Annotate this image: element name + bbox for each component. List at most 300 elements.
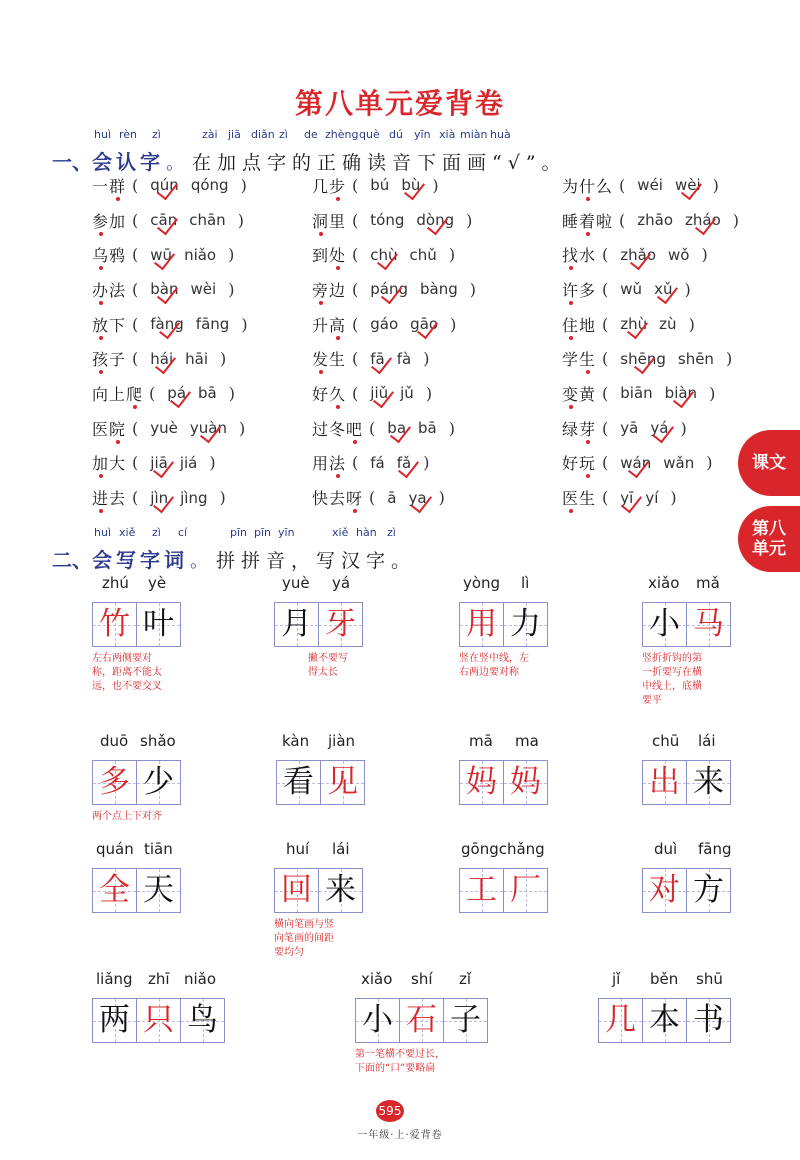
dotted-char: 医 (562, 489, 580, 509)
open-paren: ( (132, 245, 139, 265)
pinyin-option[interactable]: yuàn (189, 419, 227, 438)
word-char: 鸦 (109, 246, 127, 266)
open-paren: ( (132, 418, 139, 438)
pinyin-option[interactable]: chù (370, 245, 398, 264)
pinyin-annotation: zài (202, 128, 218, 141)
word-char: 去 (109, 489, 127, 509)
hanzi-char: 力 (510, 606, 541, 642)
pinyin-syllable: chū (652, 732, 680, 750)
pinyin-syllable: zhī (148, 970, 170, 988)
dotted-char: 变 (562, 384, 580, 404)
reading-item (312, 446, 562, 481)
word-char: 生 (579, 489, 597, 509)
word-char: 大 (109, 454, 127, 474)
tianzige-cell[interactable] (503, 761, 547, 804)
pinyin-option[interactable]: wèi (190, 280, 217, 299)
tianzige-grid (276, 760, 365, 805)
word-char: 几 (312, 176, 330, 196)
word-pinyin (459, 840, 548, 862)
pinyin-option[interactable]: qún (150, 176, 179, 195)
pinyin-annotation: què (359, 128, 380, 141)
tianzige-cell[interactable] (93, 869, 136, 912)
reading-item (312, 307, 562, 342)
tianzige-cell[interactable] (320, 761, 364, 804)
hanzi-char: 见 (327, 764, 358, 800)
pinyin-option[interactable]: wǔ (620, 280, 643, 299)
close-paren: ) (432, 175, 439, 195)
pinyin-annotation: zì (387, 526, 396, 539)
tianzige-cell[interactable] (277, 761, 320, 804)
hanzi-char: 妈 (466, 764, 497, 800)
pinyin-annotation: pīn (254, 526, 272, 539)
word-pinyin (274, 574, 363, 596)
tianzige-cell[interactable] (180, 999, 224, 1042)
dotted-char: 吧 (346, 419, 364, 439)
pinyin-syllable: niǎo (184, 970, 217, 988)
word-char: 子 (109, 350, 127, 370)
writing-tip: 第一笔横不要过长， 下面的“口”要略扁 (355, 1049, 445, 1074)
reading-word (92, 313, 126, 336)
tianzige-cell[interactable] (399, 999, 443, 1042)
reading-word (312, 486, 363, 509)
pinyin-option[interactable]: niǎo (184, 245, 217, 264)
tianzige-cell[interactable] (599, 999, 642, 1042)
pinyin-syllable: jǐ (612, 970, 621, 988)
pinyin-option[interactable]: jiǔ (370, 384, 389, 403)
pinyin-syllable: yè (148, 574, 167, 592)
tianzige-cell[interactable] (93, 761, 136, 804)
hanzi-char: 几 (605, 1002, 636, 1038)
reading-item (92, 168, 312, 203)
open-paren: ( (602, 279, 609, 299)
pinyin-annotation: cí (178, 526, 188, 539)
pinyin-option[interactable]: fá (370, 453, 385, 472)
pinyin-option[interactable]: zháo (685, 211, 721, 230)
hanzi-char: 妈 (510, 764, 541, 800)
tianzige-cell[interactable] (643, 603, 686, 646)
writing-tip: 左右两侧要对 称，距离不能太 远，也不要交叉 (92, 653, 162, 692)
reading-word (312, 209, 346, 232)
word-char: 一 (92, 176, 110, 196)
pinyin-option[interactable]: ba (387, 419, 407, 438)
word-char: 用 (312, 454, 330, 474)
reading-word (92, 209, 126, 232)
word-pinyin (598, 970, 731, 992)
pinyin-option[interactable]: bā (418, 419, 437, 438)
tianzige-cell[interactable] (318, 869, 362, 912)
reading-item (562, 237, 752, 272)
section-1-number: 一、 (52, 150, 92, 174)
pinyin-syllable: duì (654, 840, 678, 858)
hanzi-char: 方 (693, 872, 724, 908)
hanzi-char: 看 (283, 764, 314, 800)
pinyin-option[interactable]: wán (620, 453, 652, 472)
reading-item (92, 480, 312, 515)
reading-word (92, 382, 143, 405)
pinyin-option[interactable]: jǔ (400, 384, 414, 403)
pinyin-syllable: yá (332, 574, 351, 592)
tianzige-cell[interactable] (136, 761, 180, 804)
tianzige-cell[interactable] (136, 999, 180, 1042)
writing-word (355, 970, 488, 1076)
page-footer: 一年级·上·爱背卷 (357, 1130, 443, 1141)
hanzi-char: 厂 (510, 872, 541, 908)
pinyin-option[interactable]: ya (408, 488, 427, 507)
pinyin-annotation: yīn (414, 128, 431, 141)
pinyin-option[interactable]: bàng (420, 280, 458, 299)
dotted-char: 办 (92, 280, 110, 300)
pinyin-annotation: dú (389, 128, 403, 141)
tianzige-cell[interactable] (642, 999, 686, 1042)
open-paren: ( (132, 210, 139, 230)
tianzige-cell[interactable] (643, 761, 686, 804)
pinyin-annotation: zhèng (325, 128, 359, 141)
tianzige-cell[interactable] (93, 999, 136, 1042)
word-char: 多 (579, 280, 597, 300)
pinyin-annotation: xiě (119, 526, 136, 539)
pinyin-option[interactable]: hāi (185, 349, 209, 368)
dotted-char: 什 (579, 176, 597, 196)
reading-word (92, 278, 126, 301)
tianzige-grid (274, 868, 363, 913)
pinyin-option[interactable]: bàn (150, 280, 179, 299)
writing-word (459, 732, 548, 805)
hanzi-char: 月 (281, 606, 312, 642)
close-paren: ) (709, 383, 716, 403)
dotted-char: 芽 (579, 419, 597, 439)
tianzige-cell[interactable] (318, 603, 362, 646)
pinyin-option[interactable]: chān (189, 211, 226, 230)
dotted-char: 住 (562, 315, 580, 335)
pinyin-option[interactable]: wū (150, 245, 173, 264)
writing-word (598, 970, 731, 1043)
pinyin-syllable: běn (650, 970, 679, 988)
writing-tip: 竖折折钩的第 一折要写在横 中线上，底横 要平 (642, 653, 702, 706)
reading-word (562, 417, 596, 440)
close-paren: ) (712, 175, 719, 195)
writing-word (274, 574, 363, 680)
pinyin-option[interactable]: yuè (150, 419, 178, 438)
open-paren: ( (602, 245, 609, 265)
tianzige-cell[interactable] (443, 999, 487, 1042)
pinyin-option[interactable]: zhǎo (620, 245, 657, 264)
open-paren: ( (619, 210, 626, 230)
pinyin-syllable: yòng (463, 574, 501, 592)
pinyin-option[interactable]: wèi (674, 176, 701, 195)
open-paren: ( (369, 418, 376, 438)
hanzi-char: 来 (325, 872, 356, 908)
pinyin-syllable: quán (96, 840, 134, 858)
pinyin-option[interactable]: zù (659, 315, 677, 334)
pinyin-annotation: diǎn (251, 128, 275, 141)
pinyin-option[interactable]: jiá (179, 453, 198, 472)
close-paren: ) (241, 314, 248, 334)
word-char: 边 (329, 280, 347, 300)
pinyin-syllable: fāng (698, 840, 732, 858)
dotted-char: 旁 (312, 280, 330, 300)
pinyin-option[interactable]: biān (620, 384, 653, 403)
tianzige-cell[interactable] (460, 603, 503, 646)
tianzige-cell[interactable] (136, 869, 180, 912)
pinyin-option[interactable]: shēn (677, 349, 714, 368)
hanzi-char: 叶 (143, 606, 174, 642)
writing-word (92, 574, 181, 694)
pinyin-option[interactable]: qóng (190, 176, 229, 195)
dotted-char: 步 (329, 176, 347, 196)
tianzige-grid (355, 998, 488, 1043)
pinyin-option[interactable]: zhù (620, 315, 648, 334)
writing-tip: 两个点上下对齐 (92, 811, 162, 822)
reading-word (92, 174, 126, 197)
word-pinyin (92, 970, 225, 992)
pinyin-option[interactable]: wéi (637, 176, 663, 195)
pinyin-syllable: shǎo (140, 732, 176, 750)
tianzige-grid (459, 868, 548, 913)
reading-item (312, 341, 562, 376)
pinyin-option[interactable]: fǎ (396, 453, 412, 472)
tianzige-cell[interactable] (686, 603, 730, 646)
dotted-char: 院 (109, 419, 127, 439)
pinyin-option[interactable]: yī (620, 488, 634, 507)
pinyin-syllable: ma (515, 732, 539, 750)
word-char: 啦 (596, 211, 614, 231)
open-paren: ( (602, 418, 609, 438)
dotted-char: 进 (92, 489, 110, 509)
pinyin-option[interactable]: pá (167, 384, 187, 403)
pinyin-option[interactable]: xǔ (654, 280, 673, 299)
page-title: 第八单元爱背卷 (294, 87, 505, 120)
pinyin-syllable: lái (698, 732, 716, 750)
side-tab-lesson-label: 课文 (752, 453, 786, 473)
open-paren: ( (352, 279, 359, 299)
reading-item (562, 307, 752, 342)
pinyin-option[interactable]: wǒ (668, 245, 690, 264)
open-paren: ( (149, 383, 156, 403)
tianzige-grid (92, 602, 181, 647)
reading-word (562, 486, 596, 509)
tianzige-cell[interactable] (503, 603, 547, 646)
reading-word (312, 243, 346, 266)
reading-item (562, 411, 752, 446)
hanzi-char: 马 (693, 606, 724, 642)
tianzige-cell[interactable] (275, 603, 318, 646)
hanzi-char: 本 (649, 1002, 680, 1038)
close-paren: ) (438, 488, 445, 508)
reading-word (312, 382, 346, 405)
pinyin-option[interactable]: yā (620, 419, 639, 438)
pinyin-option[interactable]: fàng (150, 315, 184, 334)
pinyin-syllable: shū (696, 970, 723, 988)
pinyin-syllable: huí (286, 840, 310, 858)
tianzige-cell[interactable] (686, 999, 730, 1042)
pinyin-option[interactable]: biàn (664, 384, 698, 403)
writing-word (92, 840, 181, 913)
pinyin-option[interactable]: fà (396, 349, 412, 368)
pinyin-option[interactable]: zhāo (637, 211, 674, 230)
reading-word (92, 451, 126, 474)
reading-item (562, 272, 752, 307)
reading-word (312, 451, 346, 474)
pinyin-option[interactable]: fāng (195, 315, 230, 334)
word-pinyin (276, 732, 365, 754)
dotted-char: 加 (92, 454, 110, 474)
pinyin-syllable: lái (332, 840, 350, 858)
pinyin-option[interactable]: dòng (416, 211, 455, 230)
pinyin-option[interactable]: bú (370, 176, 390, 195)
pinyin-option[interactable]: yí (645, 488, 659, 507)
tianzige-cell[interactable] (686, 761, 730, 804)
side-tab-unit[interactable] (738, 506, 800, 572)
open-paren: ( (352, 349, 359, 369)
reading-word (312, 313, 346, 336)
tianzige-cell[interactable] (275, 869, 318, 912)
pinyin-option[interactable]: hái (150, 349, 174, 368)
pinyin-syllable: lì (521, 574, 530, 592)
reading-item (312, 480, 562, 515)
pinyin-syllable: jiàn (328, 732, 356, 750)
reading-exercise-grid (92, 168, 752, 515)
close-paren: ) (237, 210, 244, 230)
side-tab-unit-label: 第八 单元 (752, 519, 786, 559)
section-2-title: 会写字词 (92, 548, 188, 572)
pinyin-option[interactable]: páng (370, 280, 409, 299)
word-char: 加 (109, 211, 127, 231)
section-2-dot: 。 (190, 551, 208, 572)
pinyin-option[interactable]: cān (150, 211, 178, 230)
tianzige-cell[interactable] (686, 869, 730, 912)
close-paren: ) (732, 210, 740, 230)
close-paren: ) (466, 210, 473, 230)
hanzi-char: 多 (99, 764, 130, 800)
word-char: 好 (562, 454, 580, 474)
open-paren: ( (132, 488, 139, 508)
open-paren: ( (602, 488, 609, 508)
tianzige-cell[interactable] (643, 869, 686, 912)
open-paren: ( (619, 175, 626, 195)
pinyin-option[interactable]: ā (387, 488, 397, 507)
close-paren: ) (688, 314, 695, 334)
word-char: 向 (92, 384, 110, 404)
hanzi-char: 全 (99, 872, 130, 908)
reading-word (312, 347, 346, 370)
reading-item (562, 376, 752, 411)
tianzige-grid (459, 602, 548, 647)
tianzige-cell[interactable] (93, 603, 136, 646)
open-paren: ( (602, 453, 609, 473)
pinyin-option[interactable]: yá (650, 419, 669, 438)
word-char: 生 (329, 350, 347, 370)
reading-item (92, 376, 312, 411)
pinyin-option[interactable]: gáo (370, 315, 399, 334)
reading-item (562, 168, 752, 203)
word-pinyin (459, 574, 548, 596)
pinyin-annotation: huà (490, 128, 511, 141)
tianzige-cell[interactable] (503, 869, 547, 912)
tianzige-grid (598, 998, 731, 1043)
reading-item (312, 168, 562, 203)
word-char: 升 (312, 315, 330, 335)
word-char: 里 (329, 211, 347, 231)
word-char: 到 (312, 246, 330, 266)
tianzige-grid (274, 602, 363, 647)
pinyin-option[interactable]: shēng (620, 349, 666, 368)
reading-item (312, 376, 562, 411)
writing-word (459, 574, 548, 680)
dotted-char: 高 (329, 315, 347, 335)
dotted-char: 久 (329, 384, 347, 404)
reading-item (312, 411, 562, 446)
word-char: 上 (109, 384, 127, 404)
tianzige-grid (642, 868, 731, 913)
tianzige-cell[interactable] (356, 999, 399, 1042)
pinyin-syllable: mā (469, 732, 493, 750)
word-pinyin (642, 840, 731, 862)
writing-tip: 撇不要写 得太长 (308, 653, 348, 678)
pinyin-option[interactable]: jiā (150, 453, 168, 472)
pinyin-syllable: xiǎo (361, 970, 393, 988)
close-paren: ) (448, 245, 456, 265)
writing-word (642, 574, 731, 708)
hanzi-char: 用 (466, 606, 497, 642)
pinyin-option[interactable]: jìn (150, 488, 169, 507)
close-paren: ) (448, 418, 455, 438)
section-1-title: 会认字 (92, 150, 164, 174)
pinyin-annotation: huì (94, 128, 111, 141)
dotted-char: 呀 (346, 489, 364, 509)
pinyin-option[interactable]: chǔ (409, 245, 437, 264)
word-char: 地 (579, 315, 597, 335)
word-char: 冬 (329, 419, 347, 439)
pinyin-syllable: zhú (102, 574, 129, 592)
open-paren: ( (602, 383, 609, 403)
writing-word (642, 840, 731, 913)
pinyin-syllable: xiǎo (648, 574, 680, 592)
tianzige-cell[interactable] (460, 869, 503, 912)
section-1-dot: 。 (166, 153, 184, 174)
word-char: 黄 (579, 384, 597, 404)
pinyin-option[interactable]: wǎn (663, 453, 695, 472)
pinyin-syllable: shí (411, 970, 433, 988)
pinyin-annotation: yīn (278, 526, 295, 539)
dotted-char: 乌 (92, 246, 110, 266)
open-paren: ( (602, 314, 609, 334)
word-char: 睡 (562, 211, 580, 231)
pinyin-option[interactable]: bù (401, 176, 421, 195)
pinyin-option[interactable]: jìng (180, 488, 208, 507)
pinyin-option[interactable]: fā (370, 349, 385, 368)
reading-item (312, 237, 562, 272)
section-2-number: 二、 (52, 548, 92, 572)
hanzi-char: 工 (466, 872, 497, 908)
tianzige-cell[interactable] (136, 603, 180, 646)
close-paren: ) (701, 245, 708, 265)
section-2-header (52, 526, 416, 573)
reading-item (312, 203, 562, 238)
pinyin-option[interactable]: bā (198, 384, 217, 403)
reading-word (92, 417, 126, 440)
hanzi-char: 只 (143, 1002, 174, 1038)
tianzige-cell[interactable] (460, 761, 503, 804)
close-paren: ) (425, 383, 433, 403)
section-1-instruction: 在加点字的正确读音下面画“√”。 (192, 152, 567, 174)
pinyin-option[interactable]: gāo (410, 315, 439, 334)
word-char: 医 (92, 419, 110, 439)
open-paren: ( (369, 488, 376, 508)
pinyin-option[interactable]: tóng (370, 211, 405, 230)
tianzige-grid (92, 868, 181, 913)
open-paren: ( (352, 245, 359, 265)
page-number: 595 (376, 1100, 404, 1122)
